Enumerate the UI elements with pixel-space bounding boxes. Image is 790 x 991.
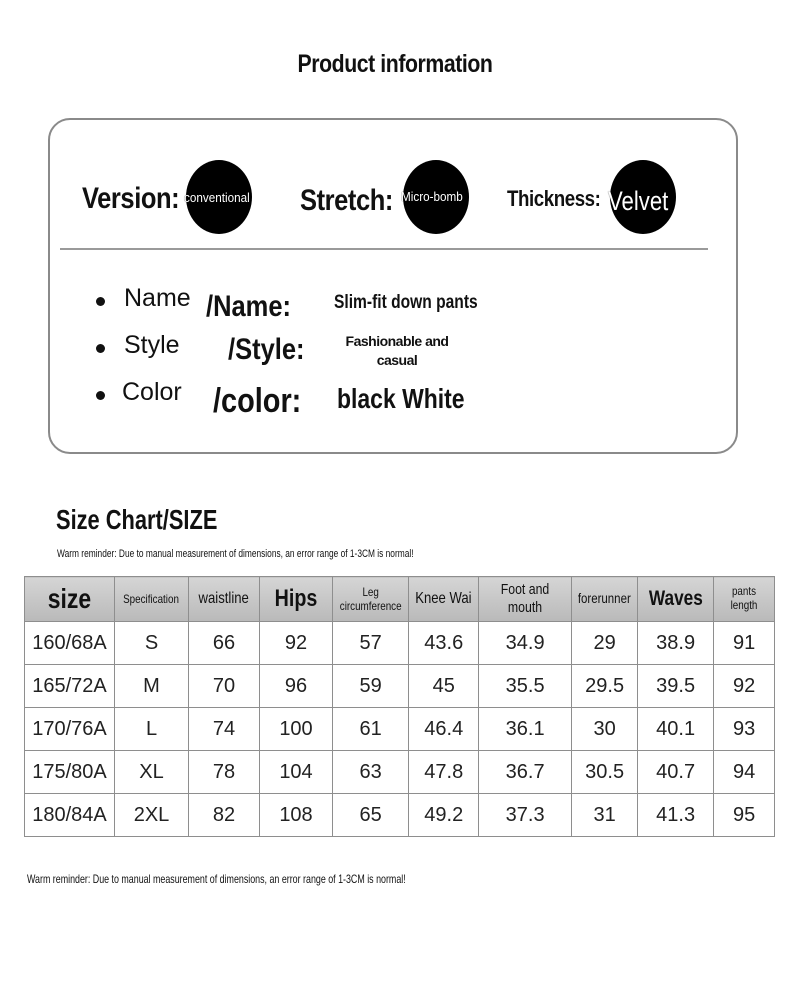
table-cell: 47.8 [409, 751, 479, 794]
table-cell: 180/84A [25, 794, 115, 837]
name-label-en: /Name: [206, 290, 292, 323]
table-cell: 59 [333, 665, 409, 708]
table-header-row [25, 577, 775, 622]
table-cell: 94 [714, 751, 775, 794]
table-cell: 37.3 [479, 794, 572, 837]
header-hips: Hips [260, 577, 333, 622]
table-cell: 49.2 [409, 794, 479, 837]
table-row [25, 622, 775, 665]
page-title: Product information [297, 50, 493, 78]
name-label: Name [124, 284, 191, 312]
table-cell: 29.5 [572, 665, 638, 708]
table-cell: 100 [260, 708, 333, 751]
table-cell: S [115, 622, 189, 665]
table-cell: 160/68A [25, 622, 115, 665]
table-cell: 63 [333, 751, 409, 794]
header-pants-length: pants length [714, 577, 775, 622]
table-cell: 82 [189, 794, 260, 837]
table-cell: 30 [572, 708, 638, 751]
card-divider [60, 248, 708, 250]
table-cell: 61 [333, 708, 409, 751]
size-table [24, 576, 775, 837]
table-cell: 46.4 [409, 708, 479, 751]
table-cell: 96 [260, 665, 333, 708]
table-cell: 30.5 [572, 751, 638, 794]
header-forerunner: forerunner [572, 577, 638, 622]
table-cell: 65 [333, 794, 409, 837]
table-cell: 57 [333, 622, 409, 665]
stretch-label: Stretch: [300, 184, 393, 217]
header-size: size [25, 577, 115, 622]
table-cell: 31 [572, 794, 638, 837]
table-cell: 74 [189, 708, 260, 751]
table-cell: 70 [189, 665, 260, 708]
bullet-style [96, 344, 105, 353]
table-cell: 40.7 [638, 751, 714, 794]
table-cell: 108 [260, 794, 333, 837]
style-label-en: /Style: [228, 333, 305, 366]
table-cell: 29 [572, 622, 638, 665]
bullet-color [96, 391, 105, 400]
table-cell: 165/72A [25, 665, 115, 708]
table-cell: 41.3 [638, 794, 714, 837]
table-cell: 43.6 [409, 622, 479, 665]
table-cell: 78 [189, 751, 260, 794]
table-cell: 175/80A [25, 751, 115, 794]
table-cell: M [115, 665, 189, 708]
table-cell: 38.9 [638, 622, 714, 665]
header-knee: Knee Wai [409, 577, 479, 622]
header-leg-circumference: Leg circumference [333, 577, 409, 622]
table-cell: 92 [714, 665, 775, 708]
table-cell: 36.1 [479, 708, 572, 751]
size-chart-title: Size Chart/SIZE [56, 504, 218, 535]
table-row [25, 665, 775, 708]
product-info-card [48, 118, 738, 454]
table-cell: 34.9 [479, 622, 572, 665]
header-waves: Waves [638, 577, 714, 622]
table-cell: 93 [714, 708, 775, 751]
table-row [25, 794, 775, 837]
thickness-label: Thickness: [507, 186, 601, 211]
thickness-value: Velvet [608, 186, 669, 216]
header-waistline: waistline [189, 577, 260, 622]
header-specification: Specification [115, 577, 189, 622]
table-cell: 36.7 [479, 751, 572, 794]
color-label: Color [122, 378, 182, 406]
table-cell: L [115, 708, 189, 751]
table-cell: 95 [714, 794, 775, 837]
table-cell: 66 [189, 622, 260, 665]
table-cell: 104 [260, 751, 333, 794]
header-foot-and-mouth: Foot and mouth [479, 577, 572, 622]
footer-reminder: Warm reminder: Due to manual measurement of dimensions, an error range of 1-3CM is normal! [27, 872, 406, 886]
version-value: conventional [184, 190, 250, 205]
style-value: Fashionable and casual [345, 333, 449, 368]
table-row [25, 751, 775, 794]
table-cell: XL [115, 751, 189, 794]
table-cell: 45 [409, 665, 479, 708]
stretch-value: Micro-bomb [401, 189, 463, 204]
table-cell: 2XL [115, 794, 189, 837]
table-cell: 39.5 [638, 665, 714, 708]
version-label: Version: [82, 182, 180, 215]
size-chart-reminder: Warm reminder: Due to manual measurement of dimensions, an error range of 1-3CM is normal! [57, 548, 414, 560]
bullet-name [96, 297, 105, 306]
table-cell: 91 [714, 622, 775, 665]
table-cell: 35.5 [479, 665, 572, 708]
table-cell: 40.1 [638, 708, 714, 751]
table-row [25, 708, 775, 751]
color-value: black White [337, 383, 465, 414]
name-value: Slim-fit down pants [334, 292, 478, 313]
table-cell: 92 [260, 622, 333, 665]
table-cell: 170/76A [25, 708, 115, 751]
style-label: Style [124, 331, 180, 359]
color-label-en: /color: [213, 382, 302, 420]
